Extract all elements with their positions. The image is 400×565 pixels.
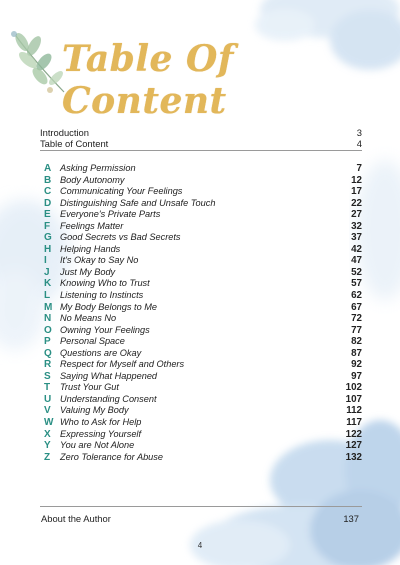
toc-entry-label: Asking Permission <box>60 163 136 173</box>
toc-entry[interactable] <box>44 244 362 256</box>
toc-entry-letter: K <box>44 278 52 290</box>
toc-entry-label: Respect for Myself and Others <box>60 359 185 370</box>
divider <box>40 506 362 507</box>
toc-entry[interactable] <box>44 359 362 371</box>
toc-entry[interactable] <box>44 278 362 290</box>
toc-entry-label: Just My Body <box>60 266 116 277</box>
toc-entry-label: Understanding Consent <box>60 393 157 404</box>
front-matter-label: Introduction <box>40 127 89 138</box>
toc-entry-label: Trust Your Gut <box>60 382 119 393</box>
toc-entry-label: No Means No <box>60 313 117 324</box>
toc-entry[interactable] <box>44 232 362 244</box>
toc-entry-page: 132 <box>345 451 362 463</box>
toc-entry-page: 37 <box>351 232 362 244</box>
toc-entry-label: Listening to Instincts <box>60 290 144 301</box>
toc-entry-label: My Body Belongs to Me <box>60 301 158 312</box>
divider <box>40 150 362 151</box>
toc-entry-label: Knowing Who to Trust <box>60 278 150 289</box>
front-matter-page: 3 <box>356 127 362 138</box>
toc-entry[interactable] <box>44 290 362 302</box>
toc-entry-label: It's Okay to Say No <box>60 255 139 266</box>
toc-entry-letter: V <box>44 405 51 417</box>
toc-entry[interactable] <box>44 163 362 175</box>
toc-entry-label: Communicating Your Feelings <box>60 186 183 197</box>
toc-entry-letter: D <box>44 197 52 209</box>
page-title: Table Of Content <box>62 38 234 122</box>
toc-entry-letter: P <box>44 336 51 348</box>
toc-entry-letter: S <box>44 370 51 382</box>
toc-entry-page: 27 <box>351 209 362 221</box>
toc-entry-page: 52 <box>351 266 362 278</box>
toc-entry-page: 12 <box>351 174 362 186</box>
toc-entry-page: 92 <box>351 359 362 371</box>
toc-entry[interactable] <box>44 221 362 233</box>
toc-entry-page: 72 <box>351 313 362 325</box>
toc-entry-label: Everyone's Private Parts <box>60 209 161 220</box>
toc-entry-page: 17 <box>351 186 362 198</box>
toc-entry-letter: Z <box>44 451 51 463</box>
toc-entry-page: 107 <box>345 393 362 405</box>
toc-entry-letter: C <box>44 186 52 198</box>
toc-entry[interactable] <box>44 209 362 221</box>
toc-entry-letter: U <box>44 393 52 405</box>
toc-entry-page: 47 <box>351 255 362 267</box>
toc-entry-label: Body Autonomy <box>60 174 125 185</box>
toc-entry[interactable] <box>44 371 362 383</box>
toc-entry-page: 82 <box>351 336 362 348</box>
toc-entry-letter: A <box>44 163 52 174</box>
toc-entry-label: Saying What Happened <box>60 370 158 381</box>
toc-entry-label: Questions are Okay <box>60 347 142 358</box>
toc-entry-letter: Q <box>44 347 52 359</box>
toc-entry-label: Feelings Matter <box>60 220 124 231</box>
toc-entry-letter: E <box>44 209 51 221</box>
toc-entry-letter: R <box>44 359 52 371</box>
about-author-row[interactable] <box>41 513 359 524</box>
toc-entry[interactable] <box>44 175 362 187</box>
toc-entry-label: Zero Tolerance for Abuse <box>60 451 163 462</box>
toc-entry-page: 32 <box>351 220 362 232</box>
toc-entry-letter: B <box>44 174 52 186</box>
toc-entry-label: Expressing Yourself <box>60 428 142 439</box>
toc-entry-letter: L <box>44 290 51 302</box>
toc-entry-letter: M <box>44 301 53 313</box>
toc-entry[interactable] <box>44 440 362 452</box>
page-number: 4 <box>197 541 203 550</box>
toc-entry-page: 97 <box>351 370 362 382</box>
toc-entry[interactable] <box>44 429 362 441</box>
toc-entry-letter: F <box>44 220 51 232</box>
toc-entry-page: 117 <box>346 417 362 429</box>
toc-entry[interactable] <box>44 325 362 337</box>
about-author-label: About the Author <box>41 513 111 524</box>
toc-entry-letter: H <box>44 243 52 255</box>
toc-entry-page: 112 <box>346 405 362 417</box>
toc-entry-label: Distinguishing Safe and Unsafe Touch <box>60 197 216 208</box>
toc-entry[interactable] <box>44 302 362 314</box>
toc-entry[interactable] <box>44 405 362 417</box>
toc-entry-letter: T <box>44 382 51 394</box>
toc-entry-page: 67 <box>351 301 362 313</box>
toc-entry[interactable] <box>44 336 362 348</box>
toc-entry-page: 87 <box>351 347 362 359</box>
toc-entry-label: Valuing My Body <box>60 405 129 416</box>
toc-entry[interactable] <box>44 417 362 429</box>
toc-entry[interactable] <box>44 348 362 360</box>
about-author-page: 137 <box>343 513 359 524</box>
toc-entry[interactable] <box>44 255 362 267</box>
toc-entry[interactable] <box>44 267 362 279</box>
toc-entry-letter: J <box>44 266 50 278</box>
toc-entry-letter: N <box>44 313 52 325</box>
front-matter-list <box>40 127 362 149</box>
front-matter-row[interactable] <box>40 138 362 149</box>
front-matter-page: 4 <box>356 138 362 149</box>
toc-entry-label: Personal Space <box>60 336 125 347</box>
toc-entry-page: 57 <box>351 278 362 290</box>
toc-entry-letter: W <box>44 417 54 429</box>
toc-entry-letter: G <box>44 232 52 244</box>
toc-entry[interactable] <box>44 452 362 464</box>
toc-entry-page: 62 <box>351 290 362 302</box>
toc-entry-list <box>44 163 362 463</box>
toc-entry-label: Owning Your Feelings <box>60 324 150 335</box>
toc-entry-page: 77 <box>351 324 362 336</box>
toc-entry[interactable] <box>44 186 362 198</box>
toc-entry-page: 42 <box>351 243 362 255</box>
toc-entry[interactable] <box>44 394 362 406</box>
front-matter-label: Table of Content <box>40 138 109 149</box>
toc-entry-label: Who to Ask for Help <box>60 417 142 428</box>
toc-entry-letter: O <box>44 324 52 336</box>
toc-entry-label: You are Not Alone <box>60 440 135 451</box>
toc-entry-letter: X <box>44 428 51 440</box>
toc-entry-page: 122 <box>345 428 362 440</box>
toc-entry-letter: Y <box>44 440 51 452</box>
toc-entry[interactable] <box>44 198 362 210</box>
toc-entry[interactable] <box>44 313 362 325</box>
toc-entry-page: 7 <box>356 163 362 174</box>
toc-entry-label: Good Secrets vs Bad Secrets <box>60 232 181 243</box>
toc-entry-letter: I <box>44 255 47 267</box>
toc-entry-page: 22 <box>351 197 362 209</box>
toc-entry[interactable] <box>44 382 362 394</box>
front-matter-row[interactable] <box>40 127 362 138</box>
toc-entry-label: Helping Hands <box>60 243 121 254</box>
toc-entry-page: 127 <box>345 440 362 452</box>
toc-entry-page: 102 <box>345 382 362 394</box>
